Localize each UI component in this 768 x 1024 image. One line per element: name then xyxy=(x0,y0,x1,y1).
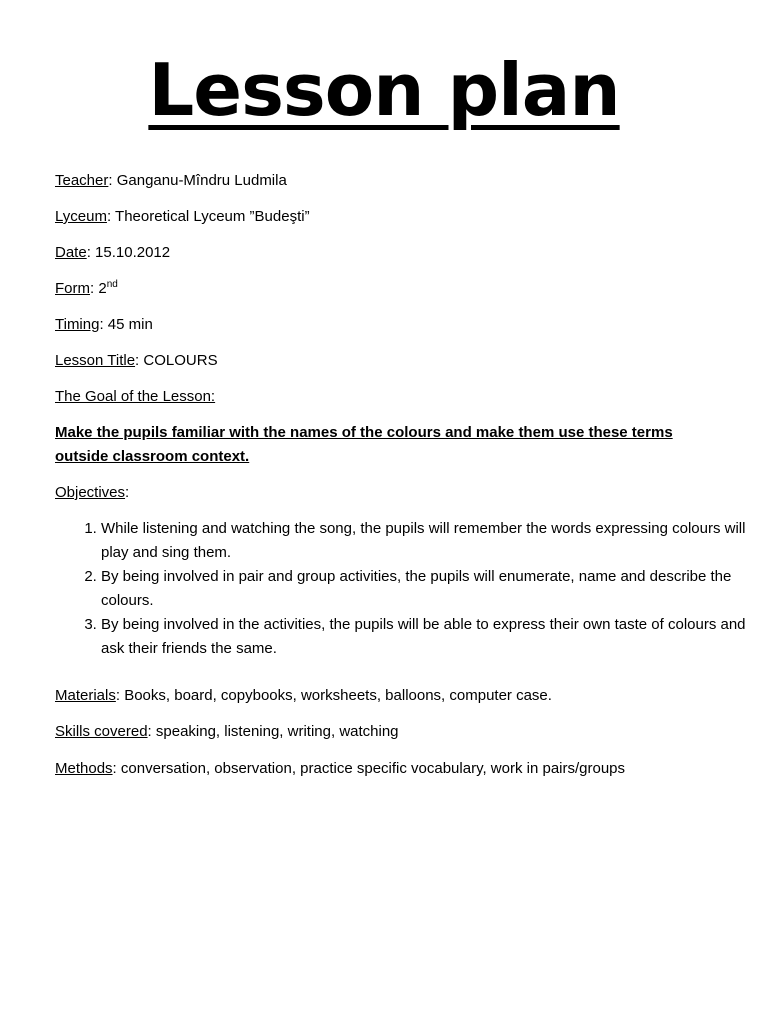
teacher-value: Ganganu-Mîndru Ludmila xyxy=(116,172,287,189)
materials-line: Materials: Books, board, copybooks, worksheets, balloons, computer case. xyxy=(55,687,552,704)
form-line: Form: 2nd xyxy=(55,279,118,297)
timing-value: 45 min xyxy=(107,316,153,333)
form-value: 2 xyxy=(98,280,107,297)
methods-line: Methods: conversation, observation, practice specific vocabulary, work in pairs/groups xyxy=(55,760,626,777)
goal-label: The Goal of the Lesson: xyxy=(55,388,216,405)
objectives-heading: Objectives: xyxy=(55,484,130,501)
lyceum-label: Lyceum xyxy=(55,208,107,225)
objectives-list xyxy=(55,517,766,661)
skills-label: Skills covered xyxy=(55,723,148,740)
lesson-title-line: Lesson Title: COLOURS xyxy=(55,352,218,369)
lyceum-line: Lyceum: Theoretical Lyceum ”Budeşti” xyxy=(55,208,310,225)
skills-line: Skills covered: speaking, listening, writing, watching xyxy=(55,723,399,740)
objective-item: 2. By being involved in pair and group activities, the pupils will enumerate, name and describe the colours. xyxy=(101,565,766,613)
timing-label: Timing xyxy=(55,316,100,333)
objectives-label: Objectives xyxy=(55,484,126,501)
objective-item: 3. By being involved in the activities, the pupils will be able to express their own taste of colours and ask their friends the same. xyxy=(101,613,766,661)
objective-item: 1. While listening and watching the song, the pupils will remember the words expressing colours will play and sing them. xyxy=(101,517,766,565)
materials-label: Materials xyxy=(55,687,116,704)
lyceum-value: Theoretical Lyceum ”Budeşti” xyxy=(115,208,310,225)
timing-line: Timing: 45 min xyxy=(55,316,153,333)
form-value-suffix: nd xyxy=(106,279,118,290)
date-value: 15.10.2012 xyxy=(95,244,171,261)
teacher-line: Teacher: Ganganu-Mîndru Ludmila xyxy=(55,172,287,189)
materials-value: Books, board, copybooks, worksheets, balloons, computer case. xyxy=(124,687,552,704)
lesson-title-label: Lesson Title xyxy=(55,352,136,369)
methods-value: conversation, observation, practice specific vocabulary, work in pairs/groups xyxy=(120,760,626,777)
page-title: Lesson plan xyxy=(148,48,620,132)
date-label: Date xyxy=(55,244,87,261)
goal-text: Make the pupils familiar with the names of the colours and make them use these terms outside classroom context. xyxy=(55,424,673,465)
skills-value: speaking, listening, writing, watching xyxy=(155,723,399,740)
methods-label: Methods xyxy=(55,760,113,777)
lesson-title-value: COLOURS xyxy=(143,352,218,369)
form-label: Form xyxy=(55,280,90,297)
date-line: Date: 15.10.2012 xyxy=(55,244,171,261)
teacher-label: Teacher xyxy=(55,172,109,189)
